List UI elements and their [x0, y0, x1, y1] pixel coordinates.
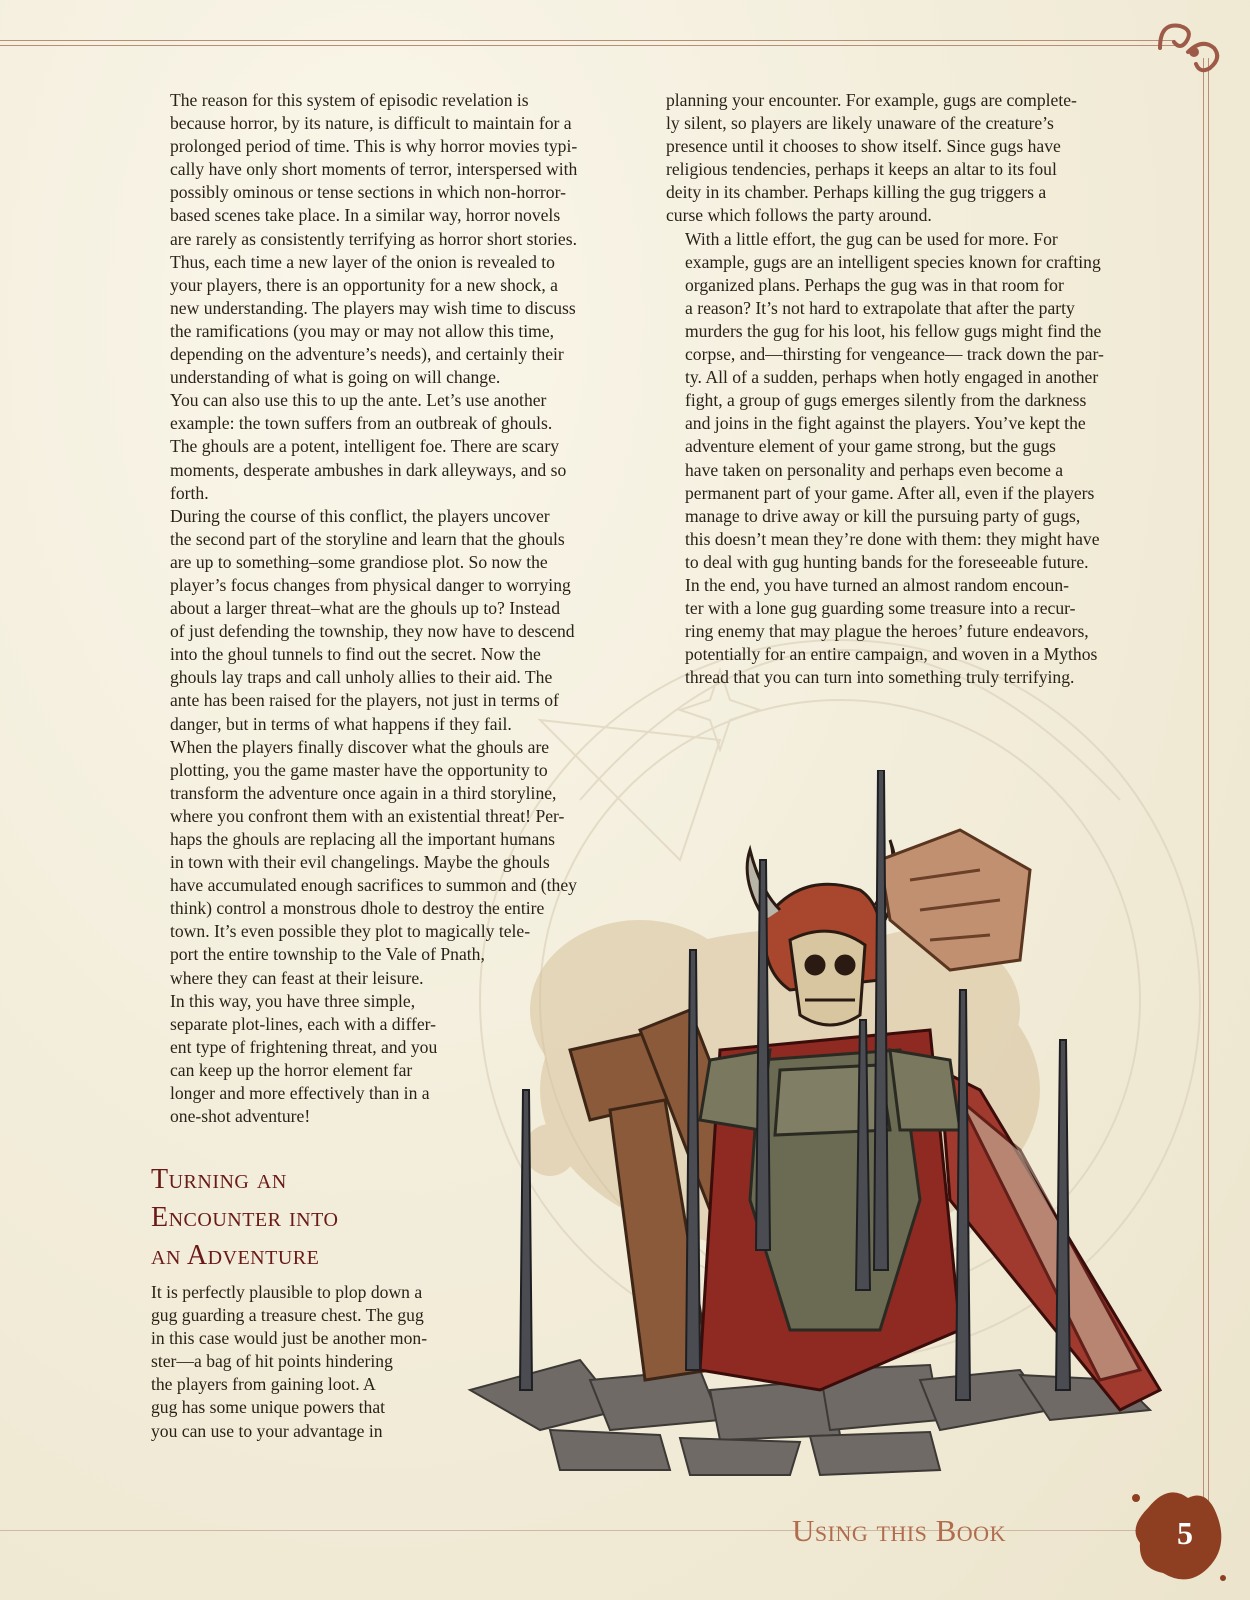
right-paragraph-2: With a little effort, the gug can be used for more. For example, gugs are an intelligent species known for crafting organized plans. Perhaps the gug was in that room for a reason? It’s not hard to extrapolate that after the party murders the gug for his loot, his fellow gugs might find the corpse, and—thirsting for vengeance— track down the par- ty. All of a sudden, perhaps when hotly engaged in another fight, a group of gugs emerges silently from the darkness and joins in the fight against the players. You’ve kept the adventure element of your game strong, but the gugs have taken on personality and perhaps even become a permanent part of your game. After all, even if the players manage to drive away or kill the pursuing party of gugs, this doesn’t mean they’re done with them: they might have to deal with gug hunting bands for the foreseeable future.: [685, 228, 1104, 572]
left-paragraph-6: In this way, you have three simple, separate plot-lines, each with a differ- ent type of frightening threat, and you can keep up the horror element far longer and more effectively than in a one-shot adventure!: [170, 990, 438, 1127]
left-paragraph-1: The reason for this system of episodic revelation is because horror, by its nature, is difficult to maintain for a prolonged period of time. This is why horror movies typi- cally have only short moments of terror, interspersed with possibly ominous or tense sections in which non-horror- based scenes take place. In a similar way, horror novels are rarely as consistently terrifying as horror short stories.: [170, 90, 578, 249]
footer-section-title: Using this Book: [792, 1513, 1006, 1548]
right-paragraph-3: In the end, you have turned an almost random encoun- ter with a lone gug guarding some treasure into a recur- ring enemy that may plague the heroes’ future endeavors, potentially for an entire campaign, and woven in a Mythos thread that you can turn into something truly terrifying.: [685, 574, 1098, 688]
section-heading: [151, 1161, 481, 1275]
left-paragraph-2: Thus, each time a new layer of the onion is revealed to your players, there is an opportunity for a new shock, a new understanding. The players may wish time to discuss the ramifications (you may or may not allow this time, depending on the adventure’s needs), and certainly their understanding of what is going on will change.: [170, 251, 576, 388]
impaled-skeleton-illustration: [460, 770, 1180, 1490]
page-number: 5: [1177, 1515, 1193, 1551]
heading-line: Encounter into: [151, 1202, 339, 1233]
left-paragraph-3: You can also use this to up the ante. Let’s use another example: the town suffers from an outbreak of ghouls. The ghouls are a potent, intelligent foe. There are scary moments, desperate ambushes in dark alleyways, and so forth.: [170, 390, 567, 503]
right-column: [666, 89, 1166, 689]
left-paragraph-4: During the course of this conflict, the players uncover the second part of the storyline and learn that the ghouls are up to something–some grandiose plot. So now the player’s focus changes from physical danger to worrying about a larger threat–what are the ghouls up to? Instead of just defending the township, they now have to descend into the ghoul tunnels to find out the secret. Now the ghouls lay traps and call unholy allies to their aid. The ante has been raised for the players, not just in terms of danger, but in terms of what happens if they fail.: [170, 505, 575, 734]
heading-line: Turning an: [151, 1164, 287, 1195]
right-paragraph-1: planning your encounter. For example, gugs are complete- ly silent, so players are likely unaware of the creature’s presence until it chooses to show itself. Since gugs have religious tendencies, perhaps it keeps an altar to its foul deity in its chamber. Perhaps killing the gug triggers a curse which follows the party around.: [666, 90, 1077, 226]
left-paragraph-5: When the players finally discover what the ghouls are plotting, you the game master have the opportunity to transform the adventure once again in a third storyline, where you confront them with an existential threat! Per- haps the ghouls are replacing all the important humans in town with their evil changelings. Maybe the ghouls have accumulated enough sacrifices to summon and (they think) control a monstrous dhole to destroy the entire town. It’s even possible they plot to magically tele- port the entire township to the Vale of Pnath, where they can feast at their leisure.: [170, 736, 577, 988]
corner-ornament-icon: [1150, 8, 1230, 88]
section-intro: It is perfectly plausible to plop down a gug guarding a treasure chest. The gug in this case would just be another mon- ster—a bag of hit points hindering the players from gaining loot. A gug has some unique powers that you can use to your advantage in: [151, 1282, 428, 1441]
top-border: [0, 40, 1175, 46]
right-border: [1203, 58, 1209, 1538]
heading-line: an Adventure: [151, 1240, 320, 1271]
